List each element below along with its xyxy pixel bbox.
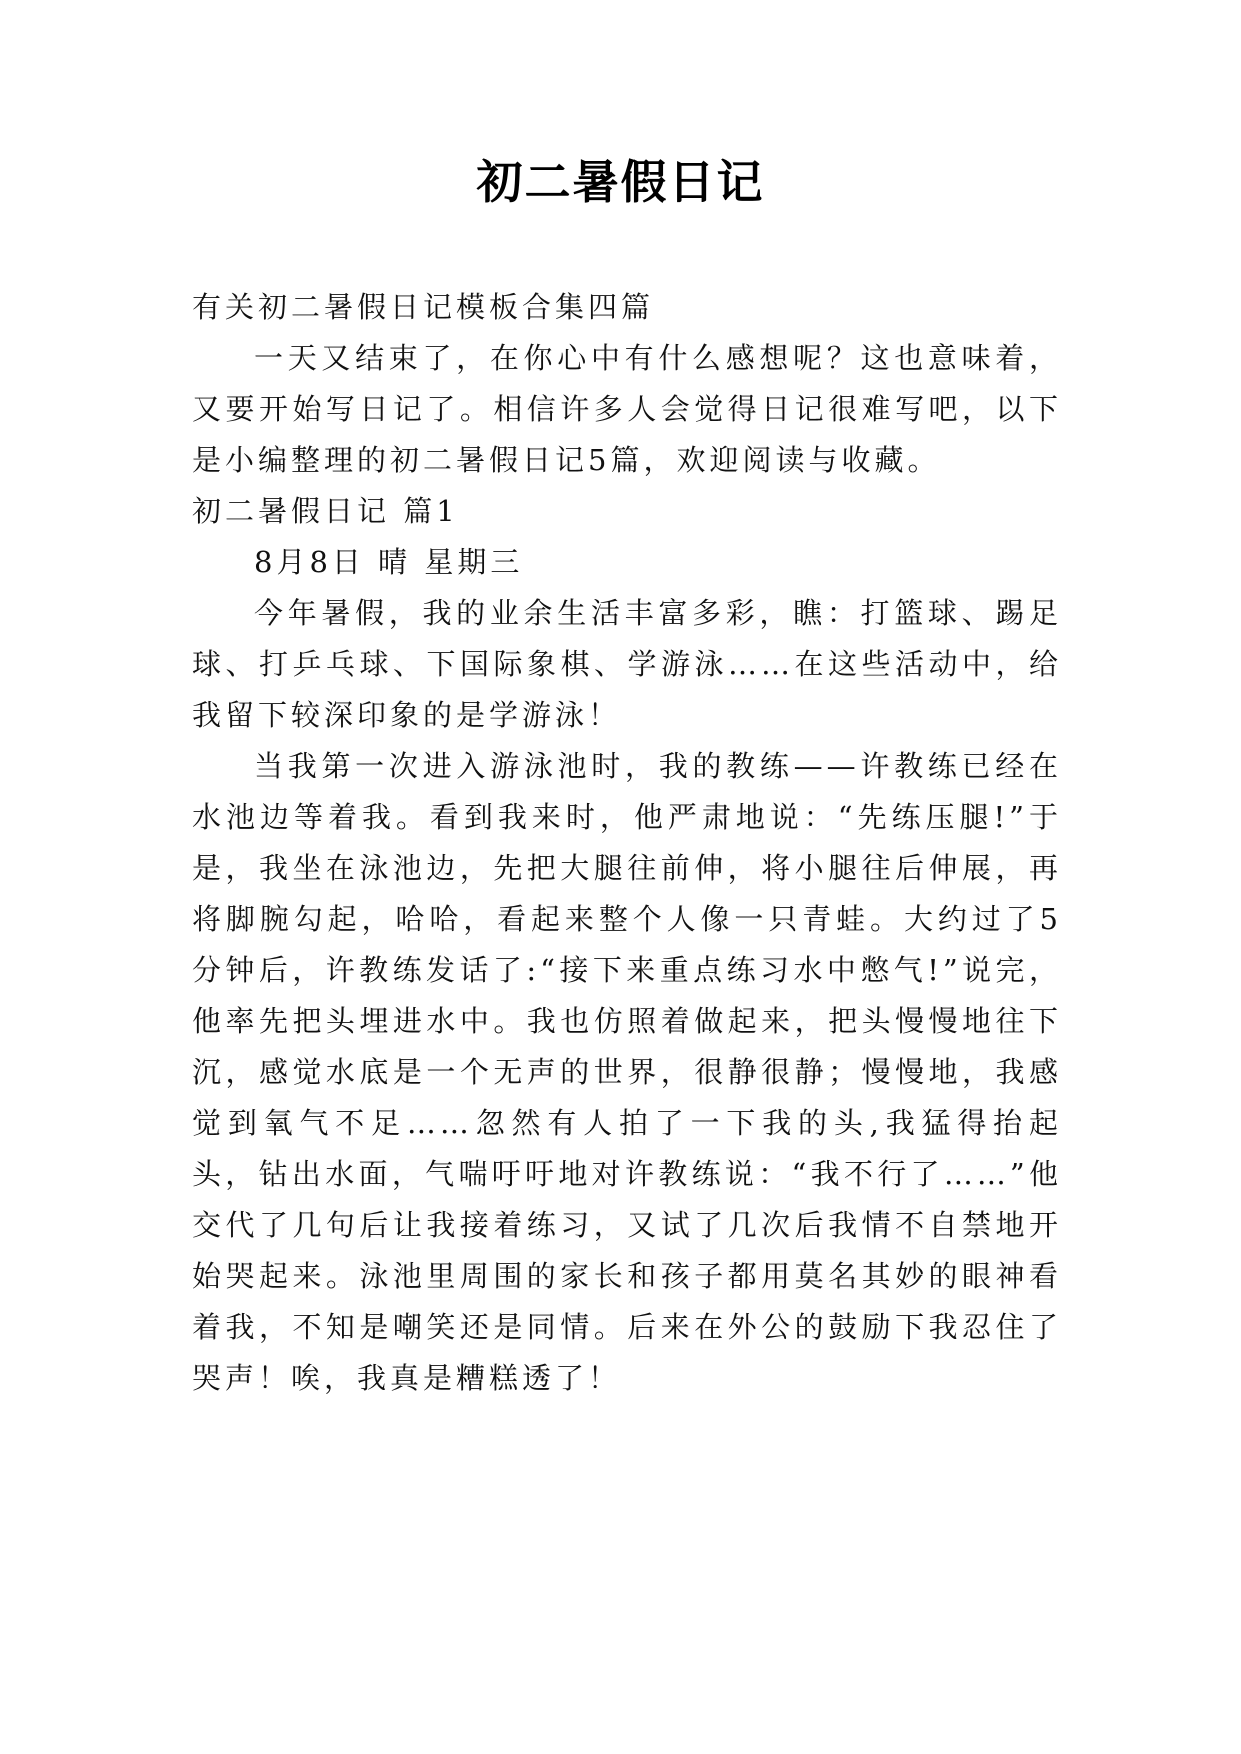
document-body <box>192 282 1062 1404</box>
section-heading: 初二暑假日记 篇1 <box>192 494 459 528</box>
body-paragraph-2: 当我第一次进入游泳池时，我的教练——许教练已经在水池边等着我。看到我来时，他严肃地说：“先练压腿!”于是，我坐在泳池边，先把大腿往前伸，将小腿往后伸展，再将脚腕勾起，哈哈，看起来整个人像一只青蛙。大约过了5分钟后，许教练发话了:“接下来重点练习水中憋气!”说完，他率先把头埋进水中。我也仿照着做起来，把头慢慢地往下沉，感觉水底是一个无声的世界，很静很静；慢慢地，我感觉到氧气不足……忽然有人拍了一下我的头,我猛得抬起头，钻出水面，气喘吁吁地对许教练说：“我不行了……”他交代了几句后让我接着练习，又试了几次后我情不自禁地开始哭起来。泳池里周围的家长和孩子都用莫名其妙的眼神看着我，不知是嘲笑还是同情。后来在外公的鼓励下我忍住了哭声！唉，我真是糟糕透了！ <box>192 749 1062 1395</box>
intro-paragraph: 一天又结束了，在你心中有什么感想呢？这也意味着，又要开始写日记了。相信许多人会觉得日记很难写吧，以下是小编整理的初二暑假日记5篇，欢迎阅读与收藏。 <box>192 341 1062 477</box>
document-title: 初二暑假日记 <box>476 155 765 209</box>
document-subtitle: 有关初二暑假日记模板合集四篇 <box>192 290 655 324</box>
date-line: 8月8日 晴 星期三 <box>254 545 524 579</box>
body-paragraph-1: 今年暑假，我的业余生活丰富多彩，瞧：打篮球、踢足球、打乒乓球、下国际象棋、学游泳……在这些活动中，给我留下较深印象的是学游泳！ <box>192 596 1062 732</box>
